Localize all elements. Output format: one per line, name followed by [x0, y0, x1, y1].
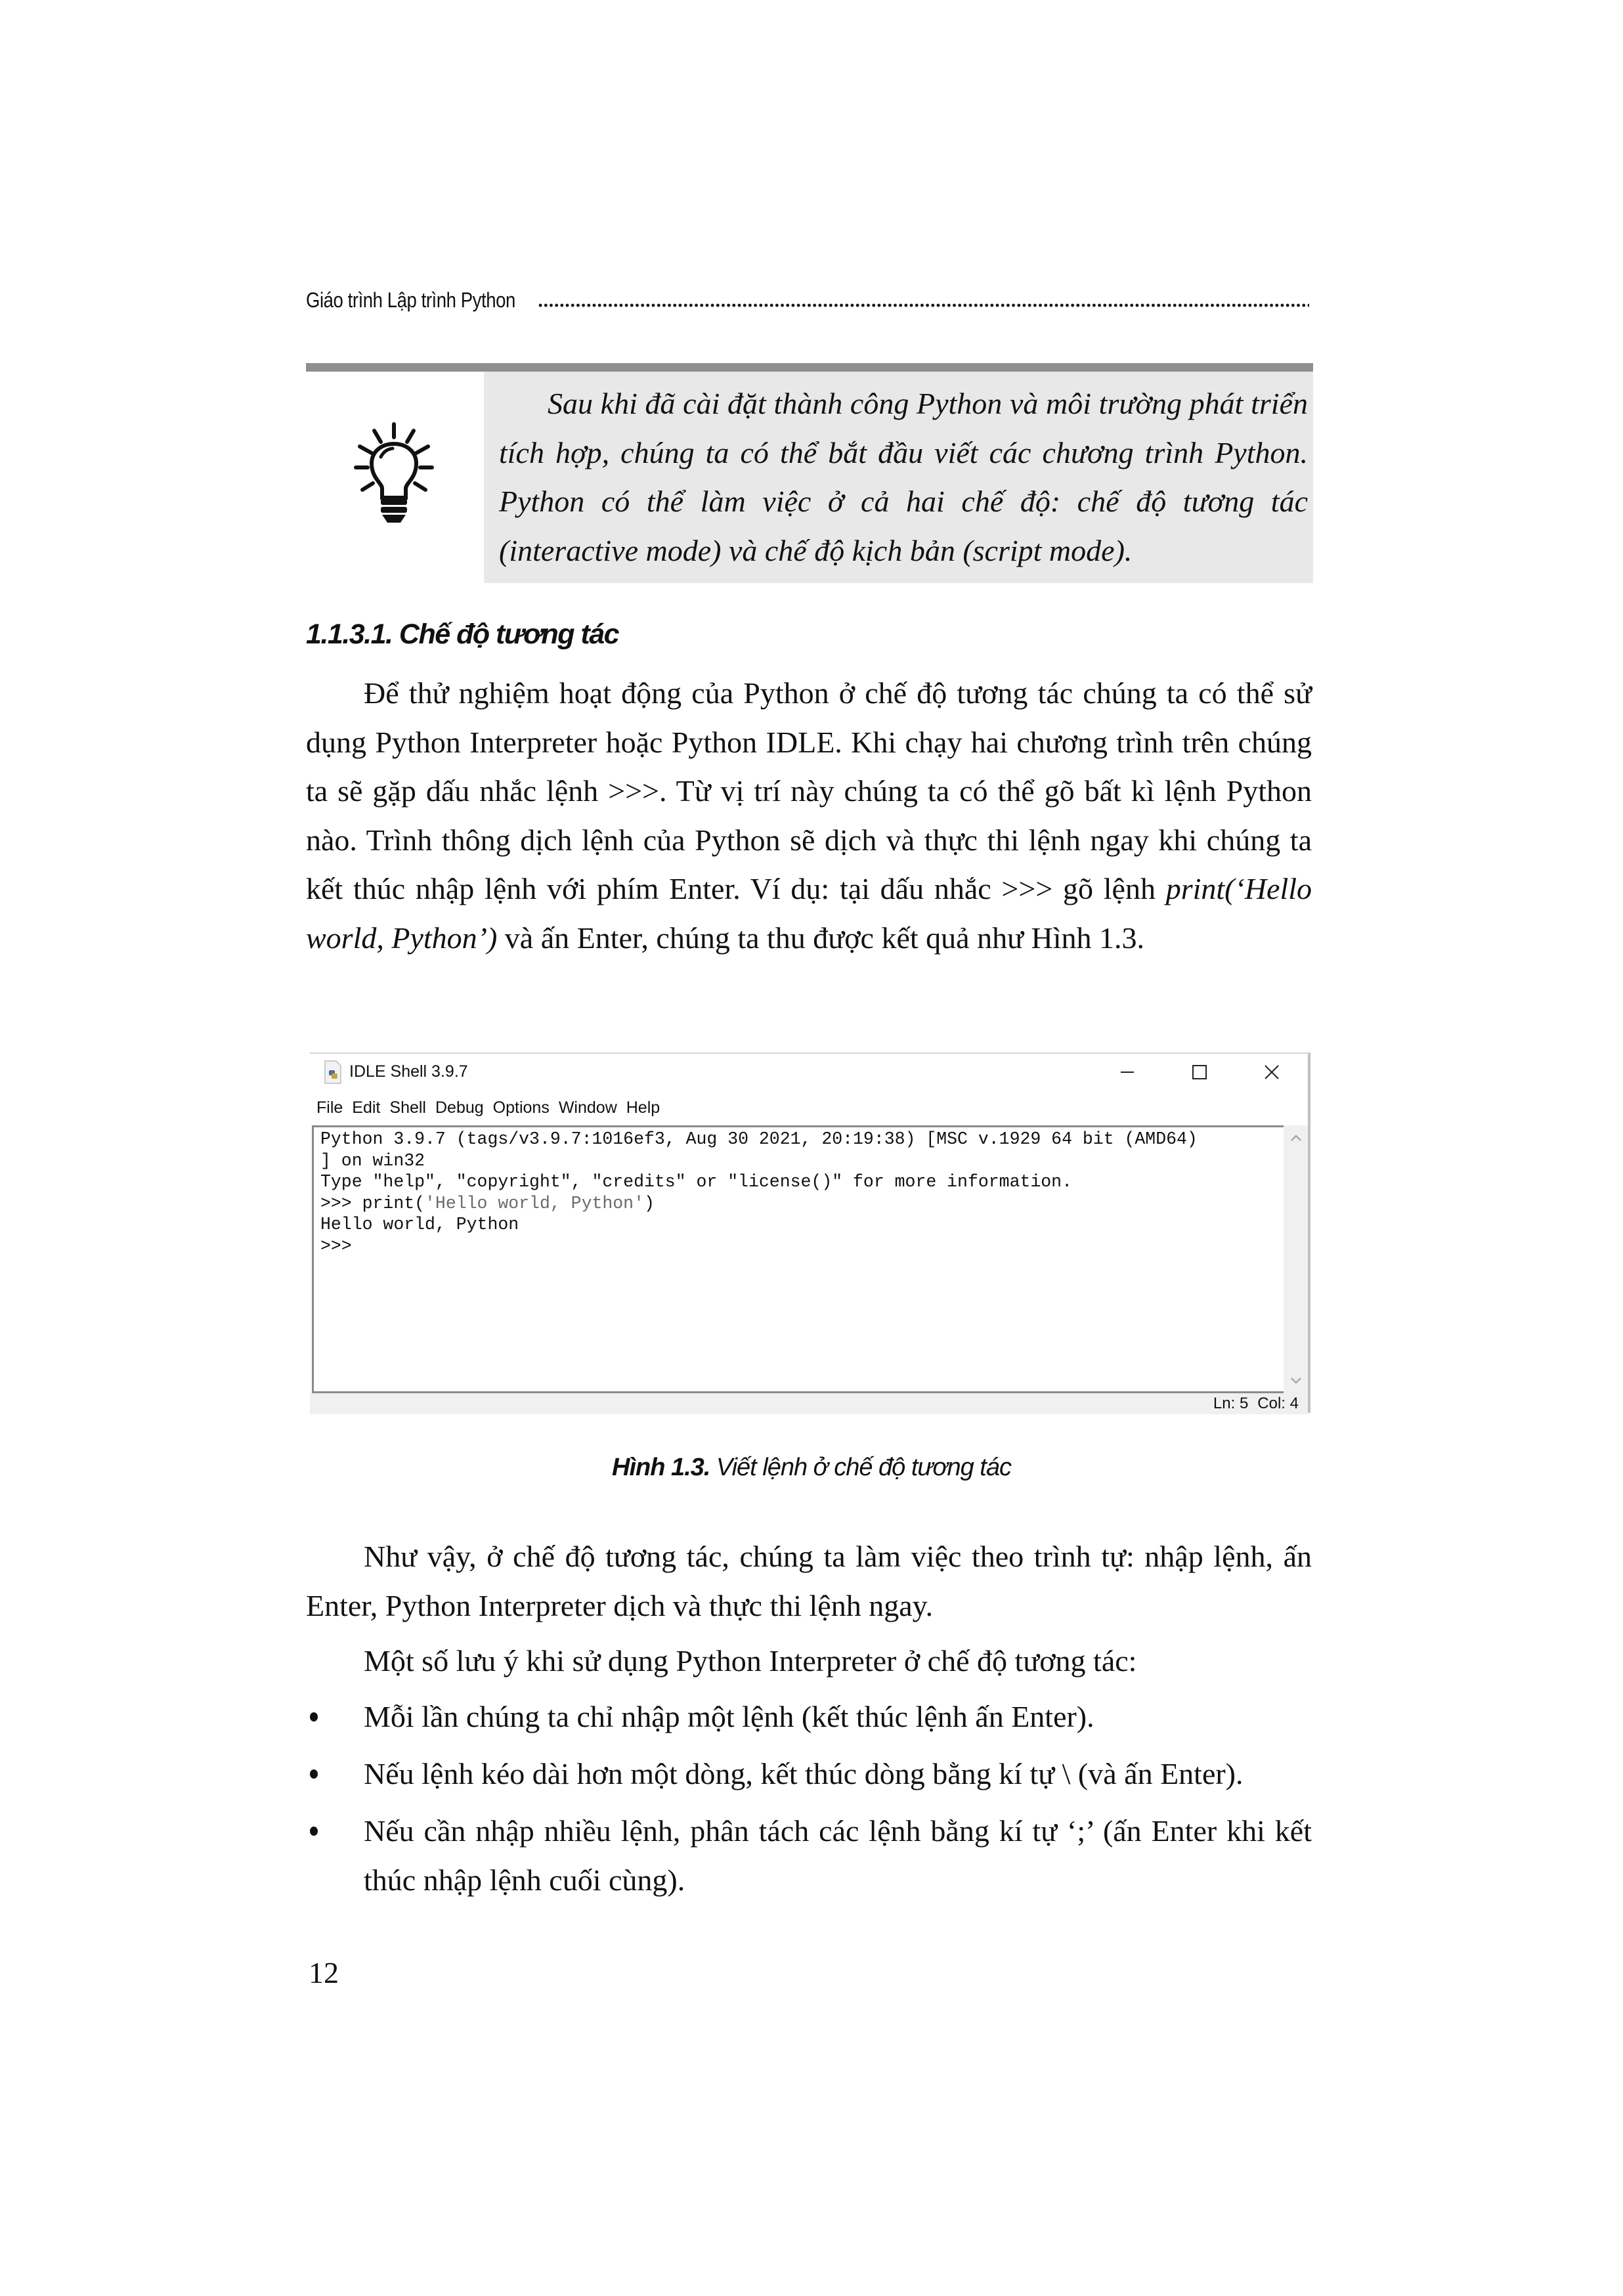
vertical-scrollbar[interactable] [1284, 1125, 1308, 1393]
line-number: Ln: 5 [1213, 1395, 1249, 1412]
bullet-text: Nếu cần nhập nhiều lệnh, phân tách các lệnh bằng kí tự ‘;’ (ấn Enter khi kết thúc nhập lệnh cuối cùng). [364, 1814, 1312, 1897]
column-number: Col: 4 [1257, 1395, 1299, 1412]
figure-caption [0, 1454, 1623, 1482]
menu-file[interactable]: File [316, 1098, 343, 1117]
python-idle-icon [323, 1060, 343, 1085]
bullet-item [306, 1807, 1312, 1905]
menu-bar [310, 1094, 669, 1121]
close-icon [1264, 1064, 1280, 1080]
prompt-code: >>> print( [320, 1193, 425, 1213]
bullet-item [306, 1693, 1312, 1742]
scroll-down-icon[interactable] [1284, 1371, 1308, 1391]
section-heading: 1.1.3.1. Chế độ tương tác [306, 618, 619, 650]
title-bar[interactable] [310, 1054, 1308, 1090]
callout-paragraph: Sau khi đã cài đặt thành công Python và môi trường phát triển tích hợp, chúng ta có thể bắt đầu viết các chương trình Python. Python có thể làm việc ở cả hai chế độ: chế độ tương tác (interactive mode) và chế độ kịch bản (script mode). [499, 387, 1308, 567]
shell-line: Hello world, Python [320, 1215, 519, 1234]
status-bar [310, 1393, 1308, 1414]
idle-shell-window [310, 1052, 1310, 1413]
caption-label: Hình 1.3. [612, 1454, 710, 1481]
shell-output [320, 1129, 1198, 1257]
menu-help[interactable]: Help [626, 1098, 660, 1117]
summary-paragraph [306, 1532, 1312, 1630]
shell-line: >>> [320, 1236, 352, 1256]
intro-paragraph [306, 669, 1312, 963]
paragraph-text: Để thử nghiệm hoạt động của Python ở chế độ tương tác chúng ta có thể sử dụng Python Interpreter hoặc Python IDLE. Khi chạy hai chương trình trên chúng ta sẽ gặp dấu nhắc lệnh >>>. Từ vị trí này chúng ta có thể gõ bất kì lệnh Python nào. Trình thông dịch lệnh của Python sẽ dịch và thực thi lệnh ngay khi chúng ta kết thúc nhập lệnh với phím Enter. Ví dụ: tại dấu nhắc >>> gõ lệnh [306, 676, 1312, 905]
menu-debug[interactable]: Debug [435, 1098, 484, 1117]
maximize-icon [1192, 1064, 1207, 1080]
shell-line: ] on win32 [320, 1150, 425, 1171]
page-number: 12 [309, 1956, 339, 1989]
paragraph-text: Như vậy, ở chế độ tương tác, chúng ta làm việc theo trình tự: nhập lệnh, ấn Enter, Python Interpreter dịch và thực thi lệnh ngay. [306, 1540, 1312, 1622]
bullet-item [306, 1750, 1312, 1799]
minimize-button[interactable] [1091, 1054, 1163, 1090]
shell-line: Python 3.9.7 (tags/v3.9.7:1016ef3, Aug 30 2021, 20:19:38) [MSC v.1929 64 bit (AMD64) [320, 1129, 1198, 1149]
maximize-button[interactable] [1163, 1054, 1236, 1090]
menu-options[interactable]: Options [492, 1098, 550, 1117]
shell-line: Type "help", "copyright", "credits" or "license()" for more information. [320, 1172, 1072, 1192]
bullet-text: Nếu lệnh kéo dài hơn một dòng, kết thúc dòng bằng kí tự \ (và ấn Enter). [364, 1757, 1244, 1790]
callout-top-bar [306, 363, 1313, 372]
notes-intro-paragraph [306, 1637, 1312, 1686]
menu-window[interactable]: Window [558, 1098, 617, 1117]
string-literal: 'Hello world, Python' [425, 1193, 644, 1213]
paragraph-text-cont: và ấn Enter, chúng ta thu được kết quả như Hình 1.3. [497, 921, 1145, 955]
shell-text-area[interactable] [312, 1125, 1284, 1393]
close-button[interactable] [1236, 1054, 1308, 1090]
window-title: IDLE Shell 3.9.7 [349, 1062, 468, 1081]
paragraph-text: Một số lưu ý khi sử dụng Python Interpreter ở chế độ tương tác: [364, 1644, 1137, 1678]
menu-shell[interactable]: Shell [389, 1098, 426, 1117]
inline-code: print(‘Hello world, Python’) [306, 872, 1312, 955]
minimize-icon [1119, 1064, 1135, 1080]
callout-text [499, 379, 1308, 575]
caption-text: Viết lệnh ở chế độ tương tác [710, 1454, 1011, 1481]
lightbulb-icon [348, 420, 440, 525]
book-title: Giáo trình Lập trình Python [306, 288, 515, 312]
shell-line [320, 1193, 1198, 1215]
prompt-code-end: ) [644, 1193, 655, 1213]
bullet-text: Mỗi lần chúng ta chỉ nhập một lệnh (kết thúc lệnh ấn Enter). [364, 1700, 1094, 1733]
running-header [306, 281, 1309, 313]
menu-edit[interactable]: Edit [352, 1098, 381, 1117]
dotted-leader [538, 303, 1309, 307]
scroll-up-icon[interactable] [1284, 1128, 1308, 1148]
